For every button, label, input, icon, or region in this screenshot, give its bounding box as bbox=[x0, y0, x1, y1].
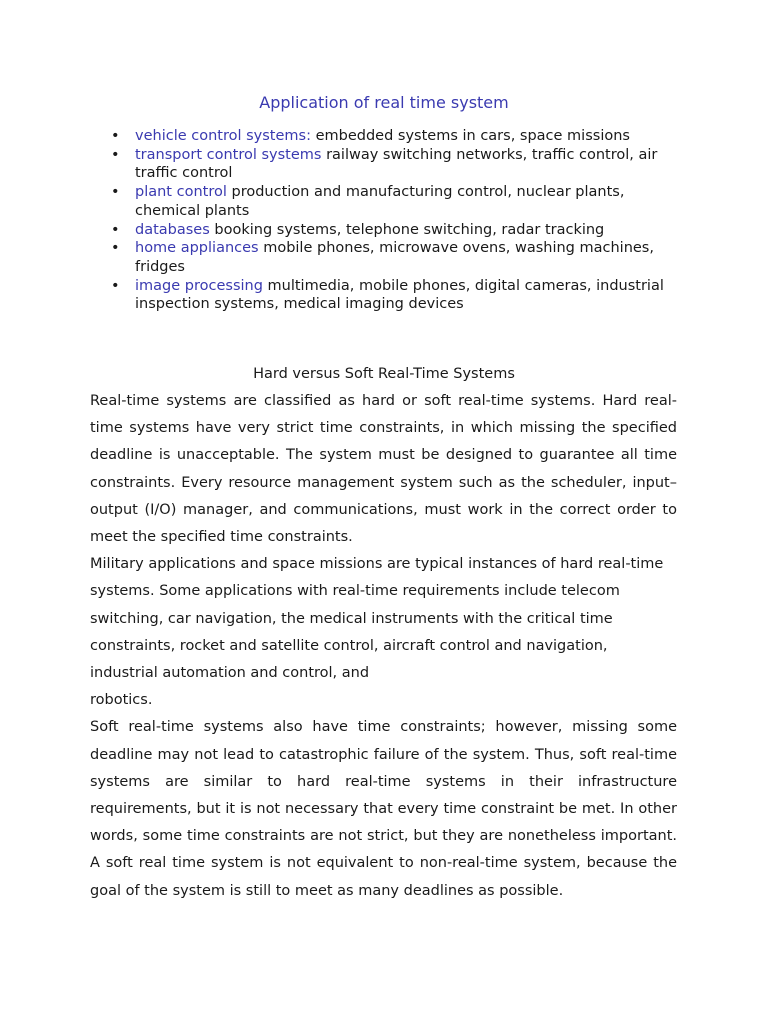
list-item-term: plant control bbox=[135, 184, 227, 201]
list-item-term: vehicle control systems: bbox=[135, 128, 311, 144]
list-item-description: production and manufacturing control, nuclear plants, chemical plants bbox=[135, 184, 625, 219]
list-item bbox=[108, 183, 678, 220]
list-item-description: embedded systems in cars, space missions bbox=[310, 128, 630, 144]
paragraph: Soft real-time systems also have time constraints; however, missing some deadline may not lead to catastrophic failure of the system. Thus, soft real-time systems are similar to hard real-time systems in their infrastructure requirements, but it is not necessary that every time constraint be met. In other words, some time constraints are not strict, but they are nonetheless important. A soft real time system is not equivalent to non-real-time system, because the goal of the system is still to meet as many deadlines as possible. bbox=[90, 719, 677, 899]
bullet-icon: • bbox=[111, 221, 120, 238]
list-item-description: railway switching networks, traffic control, air traffic control bbox=[135, 146, 658, 182]
list-item-description: booking systems, telephone switching, radar tracking bbox=[209, 221, 605, 238]
list-item-term: databases bbox=[135, 221, 210, 238]
list-item-description: mobile phones, microwave ovens, washing machines, fridges bbox=[135, 240, 654, 275]
list-item-term: transport control systems bbox=[135, 146, 322, 163]
bullet-icon: • bbox=[111, 277, 120, 294]
list-item-description: multimedia, mobile phones, digital cameras, industrial inspection systems, medical imaging devices bbox=[135, 277, 664, 313]
bullet-icon: • bbox=[111, 240, 120, 257]
bullet-icon: • bbox=[111, 128, 120, 144]
list-item bbox=[108, 221, 678, 240]
document-title: Application of real time system bbox=[259, 93, 509, 112]
body-text bbox=[90, 388, 677, 905]
paragraph: Real-time systems are classified as hard or soft real-time systems. Hard real-time systems have very strict time constraints, in which missing the specified deadline is unacceptable. The system must be designed to guarantee all time constraints. Every resource management system such as the scheduler, input–output (I/O) manager, and communications, must work in the correct order to meet the specified time constraints. bbox=[90, 393, 677, 546]
paragraph: robotics. bbox=[90, 692, 153, 709]
section-heading: Hard versus Soft Real-Time Systems bbox=[253, 366, 515, 382]
list-item bbox=[108, 127, 678, 146]
bullet-icon: • bbox=[111, 184, 120, 201]
list-item bbox=[108, 146, 678, 183]
paragraph: Military applications and space missions are typical instances of hard real-time systems. Some applications with real-time requirements include telecom switching, car navigation, the medical instruments with the critical time constraints, rocket and satellite control, aircraft control and navigation, industrial automation and control, and bbox=[90, 556, 664, 682]
bullet-icon: • bbox=[111, 146, 120, 163]
list-item-term: image processing bbox=[135, 277, 263, 294]
list-item bbox=[108, 239, 678, 276]
list-item bbox=[108, 277, 678, 314]
applications-list bbox=[108, 127, 678, 314]
list-item-term: home appliances bbox=[135, 240, 259, 257]
